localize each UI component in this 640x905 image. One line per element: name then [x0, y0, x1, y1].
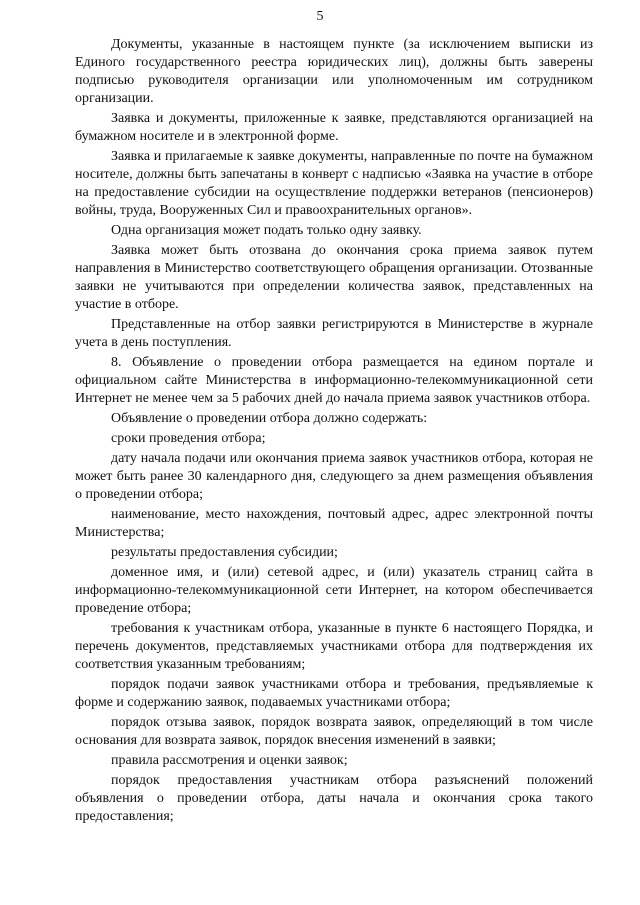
- paragraph: порядок подачи заявок участниками отбора и требования, предъявляемые к форме и содержанию заявок, подаваемых участниками отбора;: [75, 677, 593, 710]
- paragraph: Заявка и прилагаемые к заявке документы, направленные по почте на бумажном носителе, должны быть запечатаны в конверт с надписью «Заявка на участие в отборе на предоставление субсидии на осуществление поддержки ветеранов (пенсионеров) войны, труда, Вооруженных Сил и правоохранительных органов».: [75, 149, 593, 218]
- paragraph: результаты предоставления субсидии;: [111, 545, 338, 560]
- paragraph: порядок предоставления участникам отбора разъяснений положений объявления о проведении отбора, даты начала и окончания срока такого предоставления;: [75, 773, 593, 824]
- page-number: 5: [316, 9, 324, 24]
- paragraph: наименование, место нахождения, почтовый адрес, адрес электронной почты Министерства;: [75, 507, 593, 540]
- paragraph: доменное имя, и (или) сетевой адрес, и (или) указатель страниц сайта в информационно-телекоммуникационной сети Интернет, на котором обеспечивается проведение отбора;: [75, 565, 593, 616]
- paragraph: сроки проведения отбора;: [111, 431, 266, 446]
- paragraph: требования к участникам отбора, указанные в пункте 6 настоящего Порядка, и перечень документов, представляемых участниками отбора для подтверждения их соответствия указанным требованиям;: [75, 621, 593, 672]
- paragraph: порядок отзыва заявок, порядок возврата заявок, определяющий в том числе основания для возврата заявок, порядок внесения изменений в заявки;: [75, 715, 593, 748]
- paragraph: дату начала подачи или окончания приема заявок участников отбора, которая не может быть ранее 30 календарного дня, следующего за днем размещения объявления о проведении отбора;: [75, 451, 593, 502]
- paragraph: Объявление о проведении отбора должно содержать:: [111, 411, 428, 426]
- paragraph: Заявка может быть отозвана до окончания срока приема заявок путем направления в Министерство соответствующего обращения организации. Отозванные заявки не учитываются при определении количества заявок, представленных на участие в отборе.: [75, 243, 593, 312]
- paragraph: Заявка и документы, приложенные к заявке, представляются организацией на бумажном носителе и в электронной форме.: [75, 111, 593, 144]
- paragraph: Одна организация может подать только одну заявку.: [111, 223, 422, 238]
- paragraph: правила рассмотрения и оценки заявок;: [111, 753, 348, 768]
- paragraph: Документы, указанные в настоящем пункте (за исключением выписки из Единого государственного реестра юридических лиц), должны быть заверены подписью руководителя организации или уполномоченным им сотрудником организации.: [75, 37, 593, 106]
- paragraph: Представленные на отбор заявки регистрируются в Министерстве в журнале учета в день поступления.: [75, 317, 593, 350]
- paragraph: 8. Объявление о проведении отбора размещается на едином портале и официальном сайте Министерства в информационно-телекоммуникационной сети Интернет не менее чем за 5 рабочих дней до начала приема заявок участников отбора.: [75, 355, 593, 406]
- document-body: [75, 36, 593, 828]
